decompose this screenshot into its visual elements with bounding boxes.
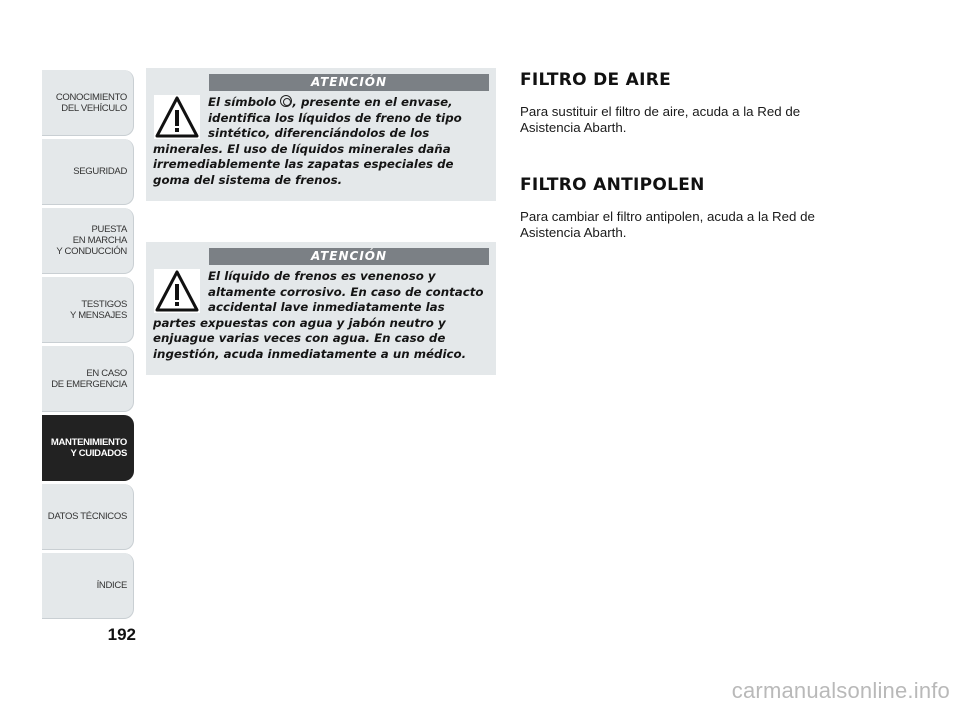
section-body: Para cambiar el filtro antipolen, acuda a la Red de Asistencia Abarth. [520, 209, 815, 240]
tab-en-caso-de-emergencia[interactable]: EN CASO DE EMERGENCIA [42, 346, 134, 412]
tab-puesta-en-marcha[interactable]: PUESTA EN MARCHA Y CONDUCCIÓN [42, 208, 134, 274]
tab-testigos-y-mensajes[interactable]: TESTIGOS Y MENSAJES [42, 277, 134, 343]
warning-text: El símbolo , presente en el envase, identifica los líquidos de freno de tipo sintético, diferenciándolos de los minerales. El uso de líquidos minerales daña irremediablemente las zapatas especiales de goma del sistema de frenos. [153, 95, 462, 187]
warning-heading: ATENCIÓN [209, 74, 489, 91]
warning-box-1 [146, 68, 496, 201]
section-body: Para sustituir el filtro de aire, acuda a la Red de Asistencia Abarth. [520, 104, 801, 135]
section-filtro-de-aire [520, 70, 850, 135]
warning-box-2 [146, 242, 496, 375]
warning-heading: ATENCIÓN [209, 248, 489, 265]
tab-seguridad[interactable]: SEGURIDAD [42, 139, 134, 205]
section-title: FILTRO ANTIPOLEN [520, 175, 705, 195]
section-filtro-antipolen [520, 175, 850, 240]
tab-datos-tecnicos[interactable]: DATOS TÉCNICOS [42, 484, 134, 550]
watermark: carmanualsonline.info [731, 678, 950, 703]
warning-triangle-icon [154, 95, 200, 139]
brake-fluid-symbol-icon [280, 95, 292, 107]
tab-indice[interactable]: ÍNDICE [42, 553, 134, 619]
warning-text: El líquido de frenos es venenoso y altamente corrosivo. En caso de contacto accidental lave inmediatamente las partes expuestas con agua y jabón neutro y enjuague varias veces con agua. En caso de ingestión, acuda inmediatamente a un médico. [153, 269, 484, 361]
page-number: 192 [107, 625, 136, 644]
section-title: FILTRO DE AIRE [520, 70, 672, 90]
tab-mantenimiento-y-cuidados[interactable]: MANTENIMIENTO Y CUIDADOS [42, 415, 134, 481]
warning-triangle-icon [154, 269, 200, 313]
tab-conocimiento-del-vehiculo[interactable]: CONOCIMIENTO DEL VEHÍCULO [42, 70, 134, 136]
